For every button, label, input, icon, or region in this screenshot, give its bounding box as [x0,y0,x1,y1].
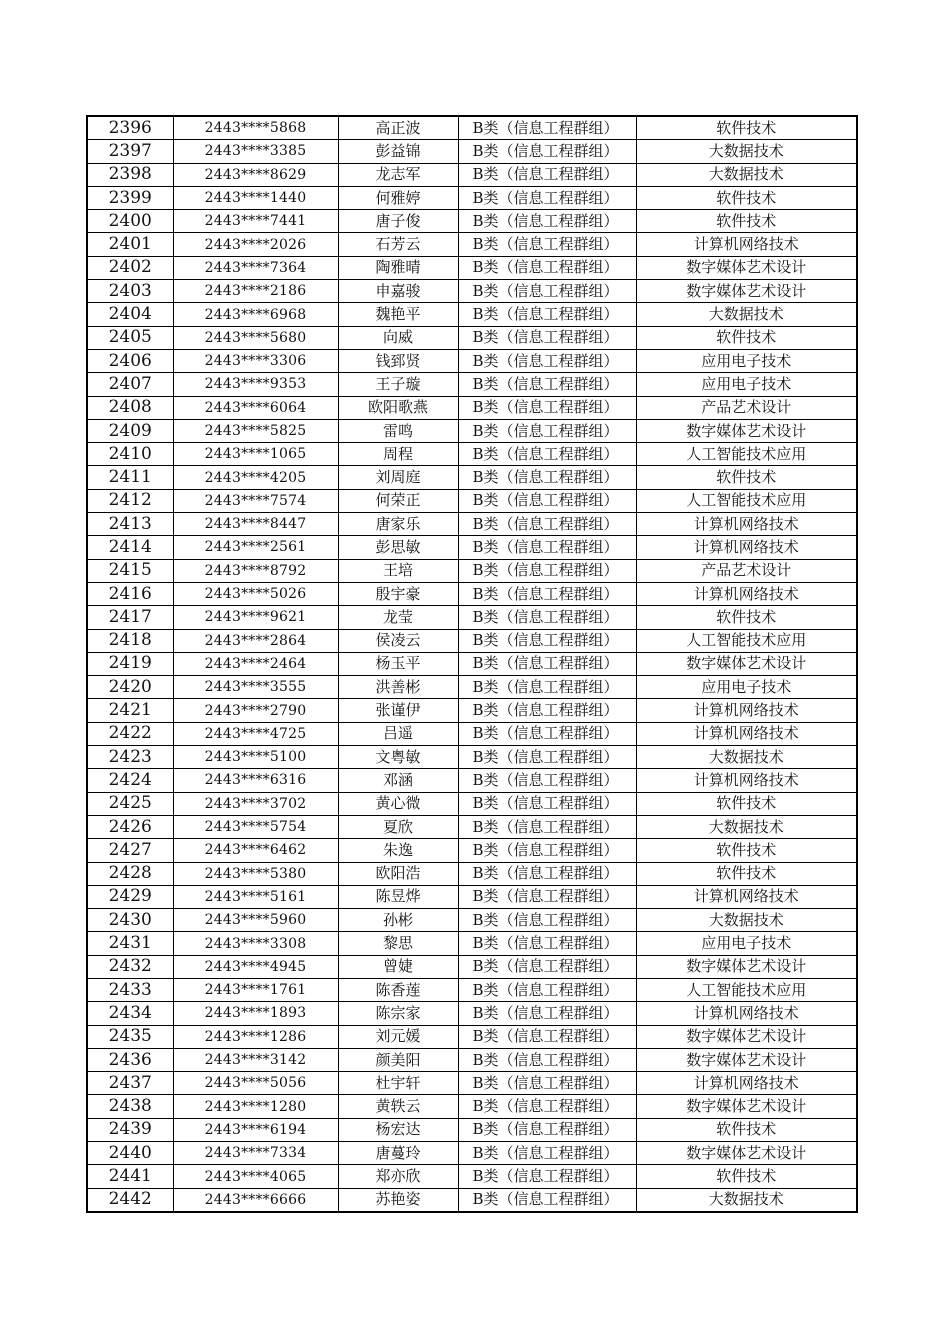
serial-number-cell: 2431 [87,932,173,955]
serial-number-cell: 2398 [87,163,173,186]
candidate-id-cell: 2443****6316 [173,769,338,792]
student-name-cell: 邓涵 [338,769,458,792]
table-row [87,699,857,722]
student-name-cell: 孙彬 [338,909,458,932]
major-cell: 数字媒体艺术设计 [636,1095,857,1118]
candidate-id-cell: 2443****8629 [173,163,338,186]
serial-number-cell: 2427 [87,839,173,862]
serial-number-cell: 2397 [87,140,173,163]
major-cell: 计算机网络技术 [636,722,857,745]
candidate-id-cell: 2443****5100 [173,746,338,769]
table-row [87,443,857,466]
serial-number-cell: 2405 [87,326,173,349]
major-cell: 数字媒体艺术设计 [636,1025,857,1048]
student-name-cell: 龙莹 [338,606,458,629]
table-row [87,489,857,512]
major-cell: 软件技术 [636,210,857,233]
category-cell: B类（信息工程群组） [458,792,636,815]
major-cell: 软件技术 [636,839,857,862]
serial-number-cell: 2408 [87,396,173,419]
table-row [87,326,857,349]
student-name-cell: 黄轶云 [338,1095,458,1118]
major-cell: 大数据技术 [636,909,857,932]
student-name-cell: 唐家乐 [338,513,458,536]
table-row [87,349,857,372]
major-cell: 数字媒体艺术设计 [636,280,857,303]
student-name-cell: 朱逸 [338,839,458,862]
category-cell: B类（信息工程群组） [458,186,636,209]
candidate-id-cell: 2443****5680 [173,326,338,349]
candidate-id-cell: 2443****7441 [173,210,338,233]
student-name-cell: 王培 [338,559,458,582]
table-row [87,1072,857,1095]
student-name-cell: 王子璇 [338,373,458,396]
category-cell: B类（信息工程群组） [458,652,636,675]
serial-number-cell: 2409 [87,419,173,442]
serial-number-cell: 2420 [87,676,173,699]
candidate-id-cell: 2443****5026 [173,582,338,605]
major-cell: 应用电子技术 [636,349,857,372]
major-cell: 大数据技术 [636,303,857,326]
category-cell: B类（信息工程群组） [458,489,636,512]
major-cell: 软件技术 [636,186,857,209]
serial-number-cell: 2424 [87,769,173,792]
candidate-id-cell: 2443****5056 [173,1072,338,1095]
candidate-id-cell: 2443****6968 [173,303,338,326]
serial-number-cell: 2418 [87,629,173,652]
table-row [87,1002,857,1025]
serial-number-cell: 2421 [87,699,173,722]
major-cell: 应用电子技术 [636,373,857,396]
student-name-cell: 杨宏达 [338,1118,458,1141]
serial-number-cell: 2417 [87,606,173,629]
serial-number-cell: 2423 [87,746,173,769]
candidate-id-cell: 2443****9353 [173,373,338,396]
candidate-id-cell: 2443****1440 [173,186,338,209]
serial-number-cell: 2410 [87,443,173,466]
category-cell: B类（信息工程群组） [458,1072,636,1095]
student-name-cell: 张谨伊 [338,699,458,722]
student-name-cell: 杜宇轩 [338,1072,458,1095]
table-row [87,280,857,303]
candidate-id-cell: 2443****5754 [173,815,338,838]
category-cell: B类（信息工程群组） [458,210,636,233]
major-cell: 计算机网络技术 [636,769,857,792]
category-cell: B类（信息工程群组） [458,1165,636,1188]
major-cell: 计算机网络技术 [636,885,857,908]
student-name-cell: 杨玉平 [338,652,458,675]
category-cell: B类（信息工程群组） [458,349,636,372]
major-cell: 软件技术 [636,326,857,349]
candidate-id-cell: 2443****7334 [173,1142,338,1165]
major-cell: 大数据技术 [636,746,857,769]
candidate-id-cell: 2443****4065 [173,1165,338,1188]
table-row [87,1188,857,1212]
candidate-id-cell: 2443****2186 [173,280,338,303]
table-row [87,815,857,838]
serial-number-cell: 2437 [87,1072,173,1095]
category-cell: B类（信息工程群组） [458,862,636,885]
major-cell: 数字媒体艺术设计 [636,955,857,978]
serial-number-cell: 2412 [87,489,173,512]
major-cell: 产品艺术设计 [636,396,857,419]
major-cell: 产品艺术设计 [636,559,857,582]
serial-number-cell: 2429 [87,885,173,908]
major-cell: 人工智能技术应用 [636,629,857,652]
candidate-id-cell: 2443****4945 [173,955,338,978]
table-row [87,978,857,1001]
candidate-id-cell: 2443****5825 [173,419,338,442]
serial-number-cell: 2416 [87,582,173,605]
category-cell: B类（信息工程群组） [458,722,636,745]
student-name-cell: 彭思敏 [338,536,458,559]
student-name-cell: 雷鸣 [338,419,458,442]
student-name-cell: 何雅婷 [338,186,458,209]
major-cell: 数字媒体艺术设计 [636,652,857,675]
serial-number-cell: 2404 [87,303,173,326]
student-name-cell: 陶雅晴 [338,256,458,279]
category-cell: B类（信息工程群组） [458,1142,636,1165]
major-cell: 软件技术 [636,116,857,140]
student-name-cell: 洪善彬 [338,676,458,699]
major-cell: 计算机网络技术 [636,582,857,605]
major-cell: 软件技术 [636,606,857,629]
category-cell: B类（信息工程群组） [458,699,636,722]
candidate-id-cell: 2443****3555 [173,676,338,699]
major-cell: 大数据技术 [636,1188,857,1212]
candidate-id-cell: 2443****8792 [173,559,338,582]
student-name-cell: 夏欣 [338,815,458,838]
serial-number-cell: 2407 [87,373,173,396]
major-cell: 数字媒体艺术设计 [636,419,857,442]
major-cell: 软件技术 [636,466,857,489]
major-cell: 大数据技术 [636,815,857,838]
table-row [87,792,857,815]
student-name-cell: 黎思 [338,932,458,955]
category-cell: B类（信息工程群组） [458,909,636,932]
serial-number-cell: 2441 [87,1165,173,1188]
major-cell: 软件技术 [636,1165,857,1188]
major-cell: 大数据技术 [636,163,857,186]
major-cell: 数字媒体艺术设计 [636,1142,857,1165]
major-cell: 软件技术 [636,792,857,815]
candidate-id-cell: 2443****2026 [173,233,338,256]
serial-number-cell: 2422 [87,722,173,745]
admission-list-table [86,115,858,1213]
serial-number-cell: 2432 [87,955,173,978]
category-cell: B类（信息工程群组） [458,419,636,442]
candidate-id-cell: 2443****2864 [173,629,338,652]
student-name-cell: 吕遥 [338,722,458,745]
candidate-id-cell: 2443****2790 [173,699,338,722]
candidate-id-cell: 2443****7364 [173,256,338,279]
serial-number-cell: 2414 [87,536,173,559]
table-row [87,746,857,769]
category-cell: B类（信息工程群组） [458,1095,636,1118]
serial-number-cell: 2433 [87,978,173,1001]
serial-number-cell: 2434 [87,1002,173,1025]
category-cell: B类（信息工程群组） [458,955,636,978]
table-row [87,419,857,442]
student-name-cell: 陈昱烨 [338,885,458,908]
candidate-id-cell: 2443****8447 [173,513,338,536]
major-cell: 应用电子技术 [636,932,857,955]
category-cell: B类（信息工程群组） [458,839,636,862]
candidate-id-cell: 2443****5380 [173,862,338,885]
table-row [87,676,857,699]
category-cell: B类（信息工程群组） [458,373,636,396]
candidate-id-cell: 2443****4725 [173,722,338,745]
student-name-cell: 陈香莲 [338,978,458,1001]
table-row [87,1048,857,1071]
student-name-cell: 刘元媛 [338,1025,458,1048]
student-name-cell: 曾婕 [338,955,458,978]
candidate-id-cell: 2443****3306 [173,349,338,372]
table-row [87,629,857,652]
table-row [87,606,857,629]
table-row [87,1142,857,1165]
major-cell: 数字媒体艺术设计 [636,1048,857,1071]
candidate-id-cell: 2443****7574 [173,489,338,512]
table-row [87,1025,857,1048]
table-row [87,536,857,559]
student-name-cell: 龙志军 [338,163,458,186]
serial-number-cell: 2403 [87,280,173,303]
category-cell: B类（信息工程群组） [458,303,636,326]
student-name-cell: 郑亦欣 [338,1165,458,1188]
serial-number-cell: 2400 [87,210,173,233]
student-name-cell: 高正波 [338,116,458,140]
serial-number-cell: 2439 [87,1118,173,1141]
category-cell: B类（信息工程群组） [458,280,636,303]
student-name-cell: 向威 [338,326,458,349]
table-row [87,839,857,862]
candidate-id-cell: 2443****2464 [173,652,338,675]
candidate-id-cell: 2443****1893 [173,1002,338,1025]
student-name-cell: 欧阳歌燕 [338,396,458,419]
student-name-cell: 彭益锦 [338,140,458,163]
candidate-id-cell: 2443****6064 [173,396,338,419]
serial-number-cell: 2402 [87,256,173,279]
serial-number-cell: 2419 [87,652,173,675]
table-row [87,862,857,885]
table-row [87,769,857,792]
serial-number-cell: 2401 [87,233,173,256]
category-cell: B类（信息工程群组） [458,326,636,349]
student-name-cell: 唐子俊 [338,210,458,233]
student-name-cell: 陈宗家 [338,1002,458,1025]
serial-number-cell: 2413 [87,513,173,536]
table-row [87,186,857,209]
candidate-id-cell: 2443****6666 [173,1188,338,1212]
serial-number-cell: 2426 [87,815,173,838]
category-cell: B类（信息工程群组） [458,1118,636,1141]
student-name-cell: 苏艳姿 [338,1188,458,1212]
major-cell: 人工智能技术应用 [636,489,857,512]
candidate-id-cell: 2443****3385 [173,140,338,163]
candidate-id-cell: 2443****5161 [173,885,338,908]
candidate-id-cell: 2443****6194 [173,1118,338,1141]
candidate-id-cell: 2443****6462 [173,839,338,862]
category-cell: B类（信息工程群组） [458,746,636,769]
category-cell: B类（信息工程群组） [458,815,636,838]
category-cell: B类（信息工程群组） [458,676,636,699]
candidate-id-cell: 2443****3308 [173,932,338,955]
student-name-cell: 石芳云 [338,233,458,256]
student-name-cell: 何荣正 [338,489,458,512]
serial-number-cell: 2440 [87,1142,173,1165]
candidate-id-cell: 2443****1286 [173,1025,338,1048]
candidate-id-cell: 2443****5868 [173,116,338,140]
student-name-cell: 唐蔓玲 [338,1142,458,1165]
category-cell: B类（信息工程群组） [458,629,636,652]
major-cell: 计算机网络技术 [636,233,857,256]
student-name-cell: 申嘉骏 [338,280,458,303]
category-cell: B类（信息工程群组） [458,1188,636,1212]
table-row [87,955,857,978]
student-name-cell: 欧阳浩 [338,862,458,885]
candidate-id-cell: 2443****1761 [173,978,338,1001]
category-cell: B类（信息工程群组） [458,513,636,536]
table-row [87,1165,857,1188]
student-name-cell: 侯凌云 [338,629,458,652]
candidate-id-cell: 2443****9621 [173,606,338,629]
serial-number-cell: 2428 [87,862,173,885]
table-row [87,163,857,186]
student-name-cell: 钱郅贤 [338,349,458,372]
major-cell: 计算机网络技术 [636,513,857,536]
student-name-cell: 殷宇豪 [338,582,458,605]
serial-number-cell: 2396 [87,116,173,140]
category-cell: B类（信息工程群组） [458,885,636,908]
table-row [87,582,857,605]
table-row [87,466,857,489]
serial-number-cell: 2425 [87,792,173,815]
table-row [87,559,857,582]
student-name-cell: 刘周庭 [338,466,458,489]
major-cell: 软件技术 [636,862,857,885]
student-name-cell: 周程 [338,443,458,466]
category-cell: B类（信息工程群组） [458,606,636,629]
table-row [87,140,857,163]
student-name-cell: 魏艳平 [338,303,458,326]
category-cell: B类（信息工程群组） [458,536,636,559]
category-cell: B类（信息工程群组） [458,1002,636,1025]
table-row [87,233,857,256]
table-body [87,116,857,1212]
candidate-id-cell: 2443****3142 [173,1048,338,1071]
major-cell: 数字媒体艺术设计 [636,256,857,279]
student-name-cell: 颜美阳 [338,1048,458,1071]
candidate-id-cell: 2443****1280 [173,1095,338,1118]
serial-number-cell: 2411 [87,466,173,489]
category-cell: B类（信息工程群组） [458,256,636,279]
table-row [87,885,857,908]
serial-number-cell: 2442 [87,1188,173,1212]
table-row [87,210,857,233]
candidate-id-cell: 2443****4205 [173,466,338,489]
student-name-cell: 文粤敏 [338,746,458,769]
major-cell: 大数据技术 [636,140,857,163]
table-row [87,652,857,675]
category-cell: B类（信息工程群组） [458,559,636,582]
category-cell: B类（信息工程群组） [458,233,636,256]
serial-number-cell: 2436 [87,1048,173,1071]
major-cell: 计算机网络技术 [636,1072,857,1095]
table-row [87,909,857,932]
candidate-id-cell: 2443****1065 [173,443,338,466]
table-row [87,373,857,396]
category-cell: B类（信息工程群组） [458,396,636,419]
candidate-id-cell: 2443****2561 [173,536,338,559]
category-cell: B类（信息工程群组） [458,466,636,489]
major-cell: 软件技术 [636,1118,857,1141]
table-row [87,303,857,326]
serial-number-cell: 2399 [87,186,173,209]
student-name-cell: 黄心微 [338,792,458,815]
major-cell: 计算机网络技术 [636,1002,857,1025]
category-cell: B类（信息工程群组） [458,1048,636,1071]
serial-number-cell: 2438 [87,1095,173,1118]
category-cell: B类（信息工程群组） [458,116,636,140]
table-row [87,396,857,419]
table-row [87,1095,857,1118]
major-cell: 人工智能技术应用 [636,443,857,466]
table-row [87,1118,857,1141]
candidate-id-cell: 2443****3702 [173,792,338,815]
major-cell: 计算机网络技术 [636,536,857,559]
table-row [87,932,857,955]
major-cell: 计算机网络技术 [636,699,857,722]
category-cell: B类（信息工程群组） [458,163,636,186]
serial-number-cell: 2406 [87,349,173,372]
candidate-id-cell: 2443****5960 [173,909,338,932]
major-cell: 应用电子技术 [636,676,857,699]
category-cell: B类（信息工程群组） [458,140,636,163]
major-cell: 人工智能技术应用 [636,978,857,1001]
serial-number-cell: 2435 [87,1025,173,1048]
category-cell: B类（信息工程群组） [458,769,636,792]
category-cell: B类（信息工程群组） [458,978,636,1001]
table-row [87,116,857,140]
serial-number-cell: 2430 [87,909,173,932]
category-cell: B类（信息工程群组） [458,443,636,466]
table-row [87,513,857,536]
category-cell: B类（信息工程群组） [458,932,636,955]
table-row [87,256,857,279]
category-cell: B类（信息工程群组） [458,1025,636,1048]
table-row [87,722,857,745]
category-cell: B类（信息工程群组） [458,582,636,605]
serial-number-cell: 2415 [87,559,173,582]
